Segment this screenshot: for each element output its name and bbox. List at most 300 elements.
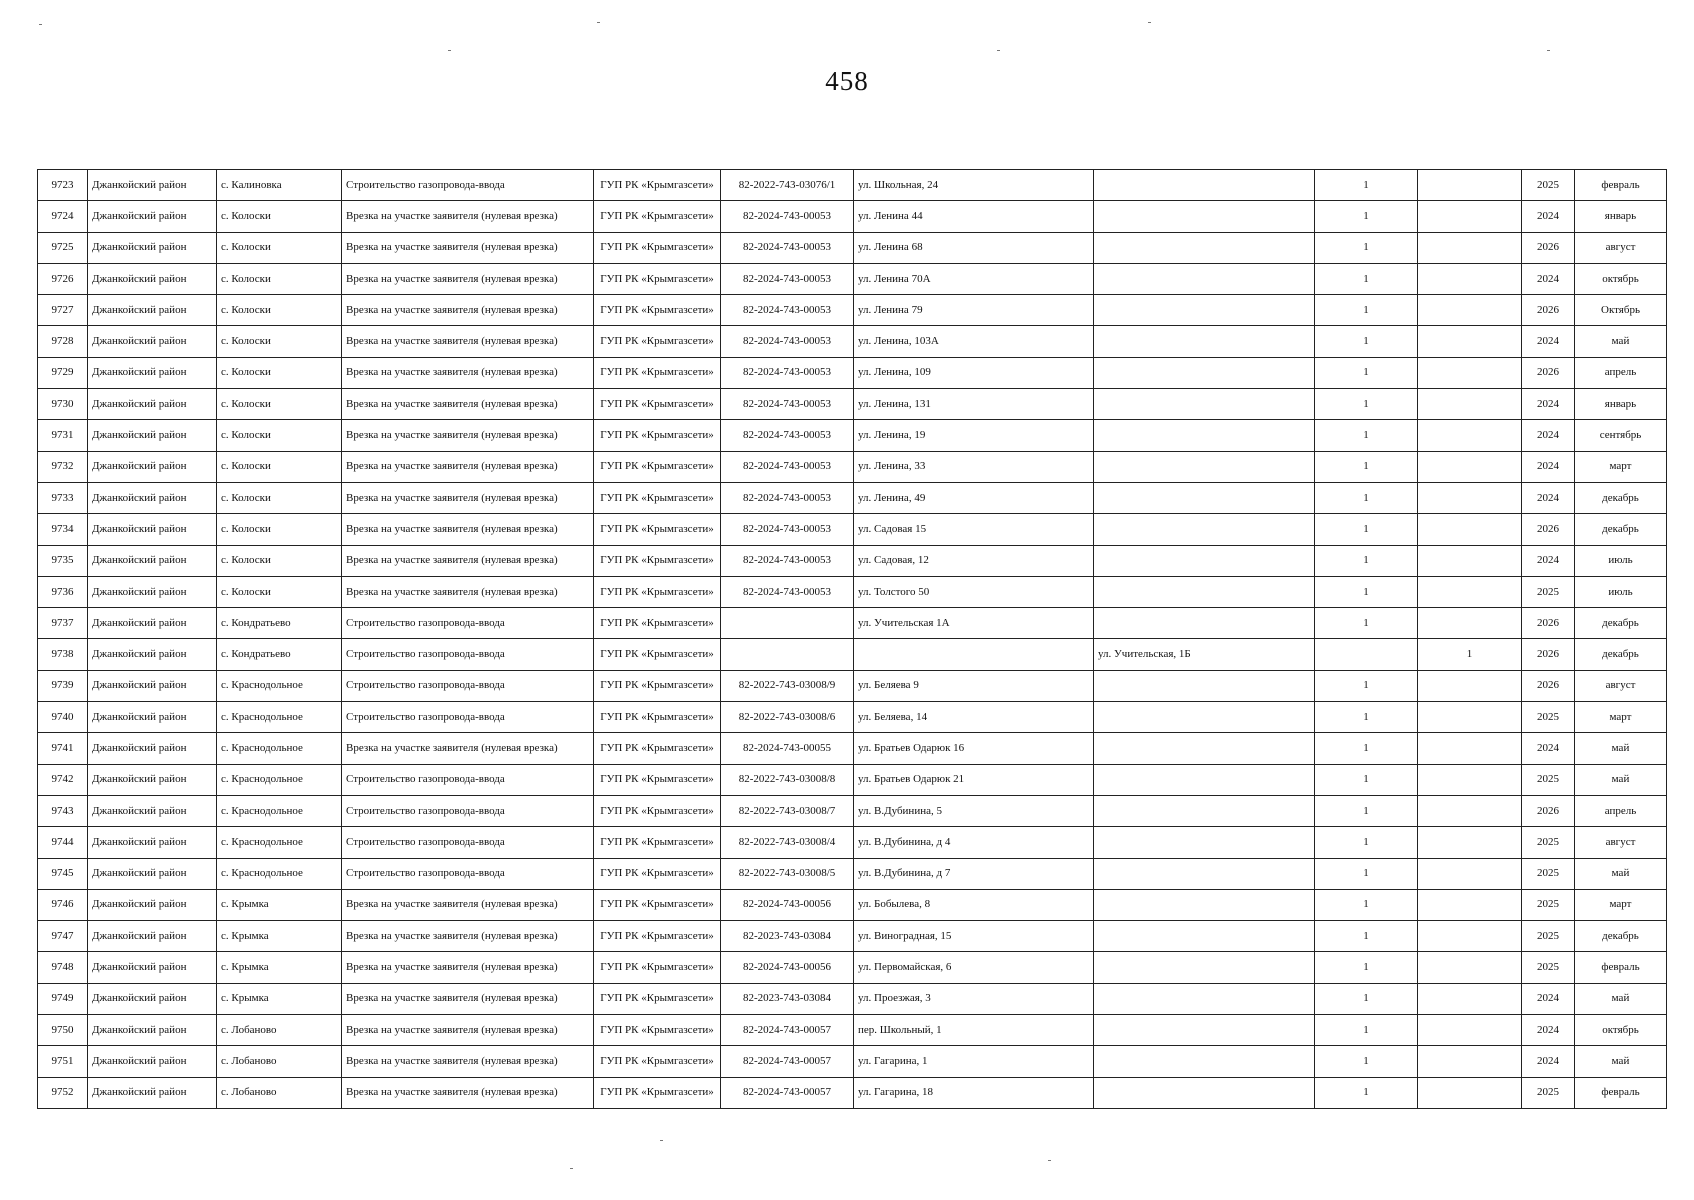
- quantity-cell: 1: [1315, 827, 1418, 858]
- work-type-cell: Строительство газопровода-ввода: [342, 639, 594, 670]
- table-row: [38, 639, 1667, 670]
- quantity-alt-cell: [1418, 702, 1522, 733]
- month-cell: октябрь: [1575, 1015, 1667, 1046]
- settlement-cell: с. Колоски: [217, 232, 342, 263]
- project-code-cell: 82-2024-743-00057: [721, 1015, 854, 1046]
- work-type-cell: Врезка на участке заявителя (нулевая врезка): [342, 921, 594, 952]
- row-number: 9727: [38, 295, 88, 326]
- settlement-cell: с. Колоски: [217, 514, 342, 545]
- month-cell: декабрь: [1575, 608, 1667, 639]
- month-cell: октябрь: [1575, 263, 1667, 294]
- quantity-cell: 1: [1315, 201, 1418, 232]
- row-number: 9749: [38, 983, 88, 1014]
- organization-cell: ГУП РК «Крымгазсети»: [594, 451, 721, 482]
- project-code-cell: 82-2022-743-03076/1: [721, 170, 854, 201]
- district-cell: Джанкойский район: [88, 702, 217, 733]
- month-cell: июль: [1575, 576, 1667, 607]
- address-alt-cell: [1094, 295, 1315, 326]
- scan-speck: [39, 24, 42, 25]
- table-row: [38, 451, 1667, 482]
- quantity-alt-cell: [1418, 232, 1522, 263]
- quantity-alt-cell: [1418, 389, 1522, 420]
- month-cell: декабрь: [1575, 482, 1667, 513]
- settlement-cell: с. Крымка: [217, 921, 342, 952]
- work-type-cell: Врезка на участке заявителя (нулевая врезка): [342, 201, 594, 232]
- organization-cell: ГУП РК «Крымгазсети»: [594, 326, 721, 357]
- work-type-cell: Врезка на участке заявителя (нулевая врезка): [342, 1015, 594, 1046]
- year-cell: 2024: [1522, 389, 1575, 420]
- project-code-cell: 82-2022-743-03008/9: [721, 670, 854, 701]
- row-number: 9747: [38, 921, 88, 952]
- address-alt-cell: [1094, 827, 1315, 858]
- district-cell: Джанкойский район: [88, 170, 217, 201]
- address-cell: ул. Бобылева, 8: [854, 889, 1094, 920]
- work-type-cell: Строительство газопровода-ввода: [342, 670, 594, 701]
- settlement-cell: с. Крымка: [217, 889, 342, 920]
- month-cell: май: [1575, 983, 1667, 1014]
- quantity-cell: [1315, 639, 1418, 670]
- settlement-cell: с. Лобаново: [217, 1077, 342, 1108]
- year-cell: 2024: [1522, 1046, 1575, 1077]
- row-number: 9733: [38, 482, 88, 513]
- work-type-cell: Врезка на участке заявителя (нулевая врезка): [342, 389, 594, 420]
- table-row: [38, 263, 1667, 294]
- district-cell: Джанкойский район: [88, 764, 217, 795]
- year-cell: 2026: [1522, 357, 1575, 388]
- month-cell: август: [1575, 232, 1667, 263]
- quantity-alt-cell: [1418, 482, 1522, 513]
- year-cell: 2026: [1522, 295, 1575, 326]
- table-row: [38, 1015, 1667, 1046]
- quantity-cell: 1: [1315, 482, 1418, 513]
- row-number: 9739: [38, 670, 88, 701]
- scan-speck: [997, 50, 1000, 51]
- table-row: [38, 545, 1667, 576]
- year-cell: 2025: [1522, 1077, 1575, 1108]
- project-code-cell: [721, 608, 854, 639]
- organization-cell: ГУП РК «Крымгазсети»: [594, 576, 721, 607]
- row-number: 9752: [38, 1077, 88, 1108]
- settlement-cell: с. Колоски: [217, 263, 342, 294]
- settlement-cell: с. Колоски: [217, 357, 342, 388]
- year-cell: 2025: [1522, 827, 1575, 858]
- quantity-cell: 1: [1315, 952, 1418, 983]
- district-cell: Джанкойский район: [88, 921, 217, 952]
- settlement-cell: с. Краснодольное: [217, 858, 342, 889]
- row-number: 9734: [38, 514, 88, 545]
- work-type-cell: Врезка на участке заявителя (нулевая врезка): [342, 952, 594, 983]
- address-alt-cell: [1094, 795, 1315, 826]
- scan-speck: [448, 50, 451, 51]
- address-cell: ул. Ленина 44: [854, 201, 1094, 232]
- quantity-alt-cell: [1418, 170, 1522, 201]
- organization-cell: ГУП РК «Крымгазсети»: [594, 952, 721, 983]
- row-number: 9743: [38, 795, 88, 826]
- district-cell: Джанкойский район: [88, 451, 217, 482]
- month-cell: апрель: [1575, 795, 1667, 826]
- row-number: 9729: [38, 357, 88, 388]
- quantity-cell: 1: [1315, 514, 1418, 545]
- address-cell: ул. Беляева, 14: [854, 702, 1094, 733]
- project-code-cell: 82-2024-743-00053: [721, 201, 854, 232]
- year-cell: 2025: [1522, 702, 1575, 733]
- row-number: 9751: [38, 1046, 88, 1077]
- quantity-alt-cell: [1418, 576, 1522, 607]
- address-cell: ул. Проезжая, 3: [854, 983, 1094, 1014]
- quantity-cell: 1: [1315, 576, 1418, 607]
- month-cell: январь: [1575, 201, 1667, 232]
- district-cell: Джанкойский район: [88, 670, 217, 701]
- quantity-cell: 1: [1315, 1077, 1418, 1108]
- district-cell: Джанкойский район: [88, 263, 217, 294]
- row-number: 9748: [38, 952, 88, 983]
- project-code-cell: 82-2024-743-00053: [721, 576, 854, 607]
- organization-cell: ГУП РК «Крымгазсети»: [594, 263, 721, 294]
- address-alt-cell: [1094, 952, 1315, 983]
- quantity-alt-cell: [1418, 263, 1522, 294]
- address-cell: [854, 639, 1094, 670]
- settlement-cell: с. Крымка: [217, 952, 342, 983]
- month-cell: декабрь: [1575, 639, 1667, 670]
- work-type-cell: Строительство газопровода-ввода: [342, 170, 594, 201]
- organization-cell: ГУП РК «Крымгазсети»: [594, 889, 721, 920]
- district-cell: Джанкойский район: [88, 389, 217, 420]
- table-row: [38, 357, 1667, 388]
- settlement-cell: с. Лобаново: [217, 1046, 342, 1077]
- district-cell: Джанкойский район: [88, 639, 217, 670]
- row-number: 9737: [38, 608, 88, 639]
- row-number: 9740: [38, 702, 88, 733]
- organization-cell: ГУП РК «Крымгазсети»: [594, 1046, 721, 1077]
- quantity-cell: 1: [1315, 921, 1418, 952]
- row-number: 9731: [38, 420, 88, 451]
- district-cell: Джанкойский район: [88, 608, 217, 639]
- district-cell: Джанкойский район: [88, 795, 217, 826]
- quantity-cell: 1: [1315, 451, 1418, 482]
- quantity-alt-cell: [1418, 420, 1522, 451]
- row-number: 9725: [38, 232, 88, 263]
- quantity-alt-cell: [1418, 733, 1522, 764]
- quantity-alt-cell: [1418, 201, 1522, 232]
- year-cell: 2025: [1522, 170, 1575, 201]
- project-code-cell: 82-2024-743-00053: [721, 514, 854, 545]
- settlement-cell: с. Краснодольное: [217, 702, 342, 733]
- quantity-cell: 1: [1315, 795, 1418, 826]
- year-cell: 2025: [1522, 921, 1575, 952]
- year-cell: 2026: [1522, 670, 1575, 701]
- month-cell: сентябрь: [1575, 420, 1667, 451]
- address-cell: ул. В.Дубинина, д 7: [854, 858, 1094, 889]
- project-code-cell: 82-2022-743-03008/4: [721, 827, 854, 858]
- scan-speck: [597, 22, 600, 23]
- settlement-cell: с. Лобаново: [217, 1015, 342, 1046]
- table-row: [38, 827, 1667, 858]
- address-alt-cell: [1094, 420, 1315, 451]
- work-type-cell: Строительство газопровода-ввода: [342, 702, 594, 733]
- project-code-cell: [721, 639, 854, 670]
- quantity-alt-cell: [1418, 983, 1522, 1014]
- month-cell: декабрь: [1575, 514, 1667, 545]
- work-type-cell: Врезка на участке заявителя (нулевая врезка): [342, 733, 594, 764]
- organization-cell: ГУП РК «Крымгазсети»: [594, 420, 721, 451]
- year-cell: 2025: [1522, 576, 1575, 607]
- quantity-cell: 1: [1315, 545, 1418, 576]
- address-cell: ул. В.Дубинина, д 4: [854, 827, 1094, 858]
- work-type-cell: Врезка на участке заявителя (нулевая врезка): [342, 295, 594, 326]
- work-type-cell: Врезка на участке заявителя (нулевая врезка): [342, 451, 594, 482]
- work-type-cell: Врезка на участке заявителя (нулевая врезка): [342, 357, 594, 388]
- project-code-cell: 82-2022-743-03008/6: [721, 702, 854, 733]
- district-cell: Джанкойский район: [88, 1015, 217, 1046]
- table-row: [38, 795, 1667, 826]
- address-cell: ул. Садовая 15: [854, 514, 1094, 545]
- address-alt-cell: [1094, 545, 1315, 576]
- year-cell: 2025: [1522, 952, 1575, 983]
- organization-cell: ГУП РК «Крымгазсети»: [594, 921, 721, 952]
- district-cell: Джанкойский район: [88, 858, 217, 889]
- month-cell: май: [1575, 1046, 1667, 1077]
- quantity-cell: 1: [1315, 733, 1418, 764]
- year-cell: 2025: [1522, 764, 1575, 795]
- quantity-cell: 1: [1315, 858, 1418, 889]
- address-cell: ул. Учительская 1А: [854, 608, 1094, 639]
- address-cell: ул. Ленина 68: [854, 232, 1094, 263]
- table-row: [38, 201, 1667, 232]
- quantity-alt-cell: [1418, 858, 1522, 889]
- address-cell: ул. Школьная, 24: [854, 170, 1094, 201]
- table-row: [38, 420, 1667, 451]
- organization-cell: ГУП РК «Крымгазсети»: [594, 170, 721, 201]
- table-row: [38, 983, 1667, 1014]
- organization-cell: ГУП РК «Крымгазсети»: [594, 608, 721, 639]
- address-alt-cell: [1094, 983, 1315, 1014]
- address-cell: ул. Ленина, 103А: [854, 326, 1094, 357]
- year-cell: 2024: [1522, 733, 1575, 764]
- address-cell: ул. Первомайская, 6: [854, 952, 1094, 983]
- project-code-cell: 82-2024-743-00053: [721, 295, 854, 326]
- district-cell: Джанкойский район: [88, 201, 217, 232]
- address-cell: ул. Ленина, 131: [854, 389, 1094, 420]
- year-cell: 2024: [1522, 263, 1575, 294]
- month-cell: март: [1575, 451, 1667, 482]
- district-cell: Джанкойский район: [88, 733, 217, 764]
- project-code-cell: 82-2024-743-00053: [721, 482, 854, 513]
- table-row: [38, 1046, 1667, 1077]
- quantity-cell: 1: [1315, 983, 1418, 1014]
- table-row: [38, 576, 1667, 607]
- settlement-cell: с. Колоски: [217, 451, 342, 482]
- quantity-alt-cell: [1418, 889, 1522, 920]
- work-type-cell: Врезка на участке заявителя (нулевая врезка): [342, 420, 594, 451]
- work-type-cell: Строительство газопровода-ввода: [342, 827, 594, 858]
- settlement-cell: с. Калиновка: [217, 170, 342, 201]
- work-type-cell: Врезка на участке заявителя (нулевая врезка): [342, 889, 594, 920]
- address-cell: ул. Ленина 79: [854, 295, 1094, 326]
- address-alt-cell: [1094, 576, 1315, 607]
- address-alt-cell: ул. Учительская, 1Б: [1094, 639, 1315, 670]
- scan-speck: [1148, 22, 1151, 23]
- quantity-alt-cell: [1418, 326, 1522, 357]
- address-alt-cell: [1094, 1015, 1315, 1046]
- work-type-cell: Врезка на участке заявителя (нулевая врезка): [342, 263, 594, 294]
- gas-connection-register-table: [37, 169, 1667, 1109]
- project-code-cell: 82-2024-743-00056: [721, 889, 854, 920]
- quantity-cell: 1: [1315, 608, 1418, 639]
- month-cell: март: [1575, 702, 1667, 733]
- row-number: 9745: [38, 858, 88, 889]
- row-number: 9738: [38, 639, 88, 670]
- organization-cell: ГУП РК «Крымгазсети»: [594, 670, 721, 701]
- year-cell: 2026: [1522, 639, 1575, 670]
- settlement-cell: с. Колоски: [217, 576, 342, 607]
- settlement-cell: с. Краснодольное: [217, 795, 342, 826]
- quantity-alt-cell: [1418, 608, 1522, 639]
- address-cell: ул. В.Дубинина, 5: [854, 795, 1094, 826]
- quantity-cell: 1: [1315, 1015, 1418, 1046]
- district-cell: Джанкойский район: [88, 514, 217, 545]
- address-cell: ул. Толстого 50: [854, 576, 1094, 607]
- address-cell: ул. Ленина 70А: [854, 263, 1094, 294]
- address-alt-cell: [1094, 670, 1315, 701]
- address-alt-cell: [1094, 733, 1315, 764]
- project-code-cell: 82-2024-743-00057: [721, 1077, 854, 1108]
- address-cell: ул. Садовая, 12: [854, 545, 1094, 576]
- year-cell: 2024: [1522, 420, 1575, 451]
- quantity-alt-cell: 1: [1418, 639, 1522, 670]
- quantity-cell: 1: [1315, 170, 1418, 201]
- quantity-alt-cell: [1418, 514, 1522, 545]
- table-row: [38, 702, 1667, 733]
- year-cell: 2026: [1522, 514, 1575, 545]
- row-number: 9728: [38, 326, 88, 357]
- month-cell: декабрь: [1575, 921, 1667, 952]
- address-alt-cell: [1094, 1046, 1315, 1077]
- row-number: 9732: [38, 451, 88, 482]
- row-number: 9750: [38, 1015, 88, 1046]
- address-alt-cell: [1094, 357, 1315, 388]
- organization-cell: ГУП РК «Крымгазсети»: [594, 389, 721, 420]
- address-cell: пер. Школьный, 1: [854, 1015, 1094, 1046]
- address-alt-cell: [1094, 858, 1315, 889]
- table-row: [38, 170, 1667, 201]
- settlement-cell: с. Колоски: [217, 482, 342, 513]
- address-alt-cell: [1094, 263, 1315, 294]
- organization-cell: ГУП РК «Крымгазсети»: [594, 545, 721, 576]
- scan-speck: [570, 1168, 573, 1169]
- address-cell: ул. Гагарина, 18: [854, 1077, 1094, 1108]
- quantity-alt-cell: [1418, 1046, 1522, 1077]
- district-cell: Джанкойский район: [88, 952, 217, 983]
- settlement-cell: с. Краснодольное: [217, 670, 342, 701]
- quantity-alt-cell: [1418, 1077, 1522, 1108]
- organization-cell: ГУП РК «Крымгазсети»: [594, 702, 721, 733]
- quantity-alt-cell: [1418, 795, 1522, 826]
- row-number: 9724: [38, 201, 88, 232]
- address-alt-cell: [1094, 702, 1315, 733]
- settlement-cell: с. Колоски: [217, 545, 342, 576]
- work-type-cell: Врезка на участке заявителя (нулевая врезка): [342, 326, 594, 357]
- project-code-cell: 82-2024-743-00053: [721, 326, 854, 357]
- scan-speck: [660, 1140, 663, 1141]
- address-cell: ул. Ленина, 33: [854, 451, 1094, 482]
- year-cell: 2024: [1522, 545, 1575, 576]
- table-row: [38, 232, 1667, 263]
- address-alt-cell: [1094, 482, 1315, 513]
- work-type-cell: Врезка на участке заявителя (нулевая врезка): [342, 1046, 594, 1077]
- table-row: [38, 670, 1667, 701]
- address-alt-cell: [1094, 326, 1315, 357]
- table-row: [38, 858, 1667, 889]
- organization-cell: ГУП РК «Крымгазсети»: [594, 1077, 721, 1108]
- quantity-alt-cell: [1418, 357, 1522, 388]
- row-number: 9735: [38, 545, 88, 576]
- quantity-cell: 1: [1315, 263, 1418, 294]
- table-row: [38, 295, 1667, 326]
- organization-cell: ГУП РК «Крымгазсети»: [594, 1015, 721, 1046]
- project-code-cell: 82-2024-743-00055: [721, 733, 854, 764]
- settlement-cell: с. Колоски: [217, 420, 342, 451]
- year-cell: 2024: [1522, 482, 1575, 513]
- month-cell: февраль: [1575, 1077, 1667, 1108]
- work-type-cell: Врезка на участке заявителя (нулевая врезка): [342, 514, 594, 545]
- project-code-cell: 82-2024-743-00053: [721, 545, 854, 576]
- organization-cell: ГУП РК «Крымгазсети»: [594, 482, 721, 513]
- project-code-cell: 82-2022-743-03008/7: [721, 795, 854, 826]
- month-cell: январь: [1575, 389, 1667, 420]
- address-cell: ул. Беляева 9: [854, 670, 1094, 701]
- month-cell: июль: [1575, 545, 1667, 576]
- settlement-cell: с. Краснодольное: [217, 733, 342, 764]
- settlement-cell: с. Крымка: [217, 983, 342, 1014]
- month-cell: апрель: [1575, 357, 1667, 388]
- organization-cell: ГУП РК «Крымгазсети»: [594, 232, 721, 263]
- quantity-alt-cell: [1418, 921, 1522, 952]
- work-type-cell: Строительство газопровода-ввода: [342, 858, 594, 889]
- quantity-alt-cell: [1418, 827, 1522, 858]
- work-type-cell: Строительство газопровода-ввода: [342, 764, 594, 795]
- organization-cell: ГУП РК «Крымгазсети»: [594, 357, 721, 388]
- year-cell: 2024: [1522, 1015, 1575, 1046]
- row-number: 9741: [38, 733, 88, 764]
- project-code-cell: 82-2024-743-00053: [721, 420, 854, 451]
- row-number: 9723: [38, 170, 88, 201]
- project-code-cell: 82-2022-743-03008/5: [721, 858, 854, 889]
- table-row: [38, 608, 1667, 639]
- year-cell: 2026: [1522, 795, 1575, 826]
- district-cell: Джанкойский район: [88, 232, 217, 263]
- quantity-cell: 1: [1315, 357, 1418, 388]
- quantity-cell: 1: [1315, 389, 1418, 420]
- quantity-cell: 1: [1315, 764, 1418, 795]
- work-type-cell: Строительство газопровода-ввода: [342, 795, 594, 826]
- district-cell: Джанкойский район: [88, 420, 217, 451]
- organization-cell: ГУП РК «Крымгазсети»: [594, 795, 721, 826]
- row-number: 9744: [38, 827, 88, 858]
- settlement-cell: с. Колоски: [217, 389, 342, 420]
- settlement-cell: с. Кондратьево: [217, 608, 342, 639]
- quantity-cell: 1: [1315, 889, 1418, 920]
- address-cell: ул. Братьев Одарюк 16: [854, 733, 1094, 764]
- table-row: [38, 889, 1667, 920]
- settlement-cell: с. Краснодольное: [217, 764, 342, 795]
- settlement-cell: с. Колоски: [217, 326, 342, 357]
- year-cell: 2025: [1522, 858, 1575, 889]
- project-code-cell: 82-2024-743-00056: [721, 952, 854, 983]
- quantity-alt-cell: [1418, 670, 1522, 701]
- settlement-cell: с. Краснодольное: [217, 827, 342, 858]
- district-cell: Джанкойский район: [88, 1077, 217, 1108]
- address-alt-cell: [1094, 764, 1315, 795]
